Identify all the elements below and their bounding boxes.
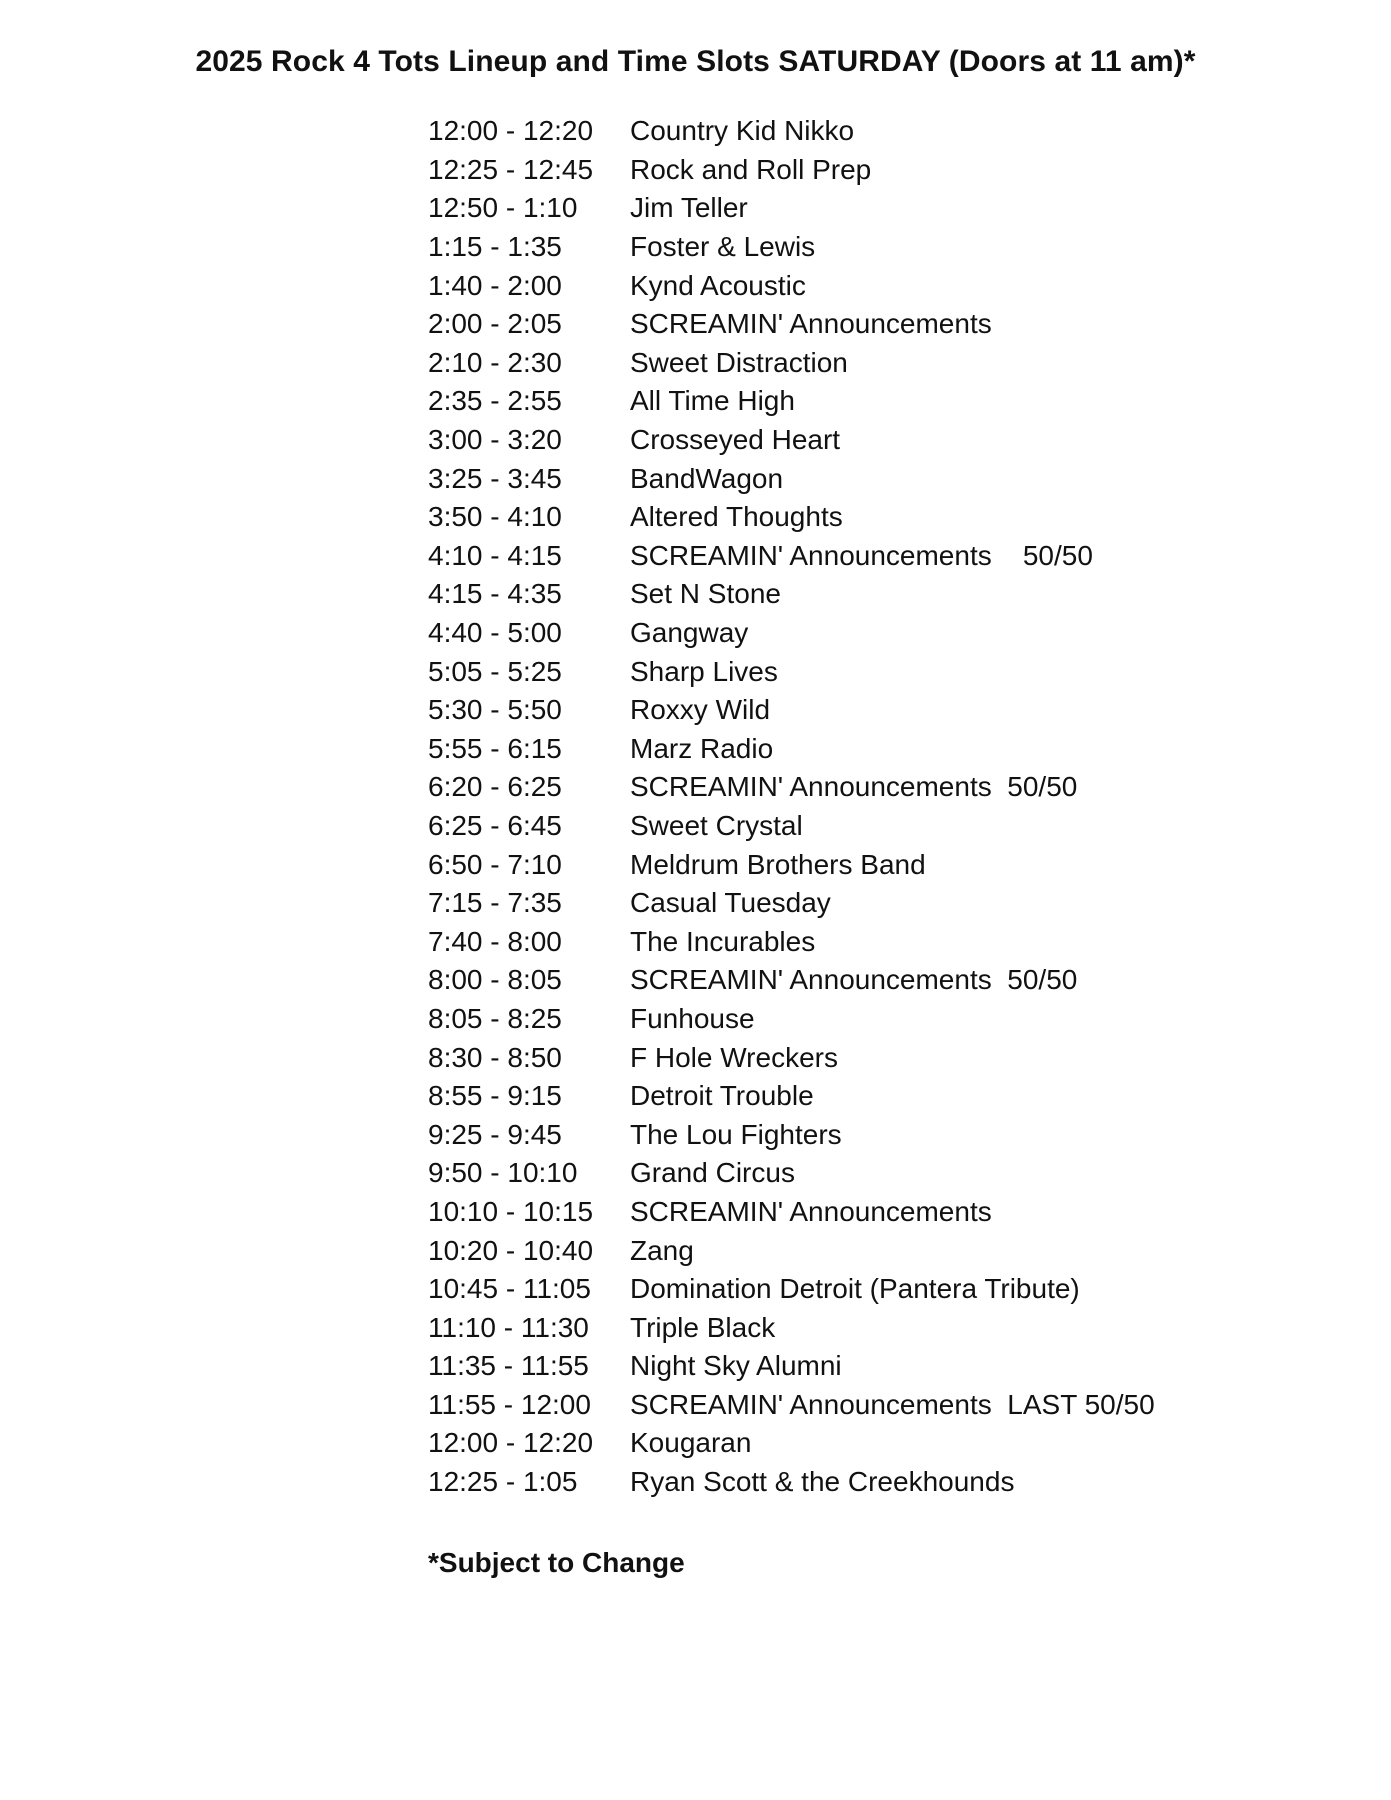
schedule-row: [428, 1424, 1228, 1463]
schedule-row: [428, 421, 1228, 460]
act-name: BandWagon: [630, 462, 784, 494]
act-name: Triple Black: [630, 1311, 776, 1343]
act-name: SCREAMIN' Announcements 50/50: [630, 771, 1078, 803]
act-name: All Time High: [630, 385, 795, 417]
act-name: Night Sky Alumni: [630, 1350, 842, 1382]
act-name: Marz Radio: [630, 732, 774, 764]
time-slot: 11:55 - 12:00: [428, 1388, 591, 1420]
time-slot: 8:55 - 9:15: [428, 1080, 562, 1112]
schedule-row: [428, 1347, 1228, 1386]
act-name: Kynd Acoustic: [630, 269, 806, 301]
schedule-row: [428, 1193, 1228, 1232]
act-name: Roxxy Wild: [630, 694, 771, 726]
time-slot: 12:00 - 12:20: [428, 1427, 594, 1459]
time-slot: 5:55 - 6:15: [428, 732, 562, 764]
time-slot: 12:25 - 12:45: [428, 153, 594, 185]
schedule-row: [428, 151, 1228, 190]
act-name: SCREAMIN' Announcements LAST 50/50: [630, 1388, 1155, 1420]
schedule-row: [428, 266, 1228, 305]
schedule-row: [428, 1038, 1228, 1077]
schedule-row: [428, 845, 1228, 884]
time-slot: 7:15 - 7:35: [428, 887, 562, 919]
time-slot: 9:50 - 10:10: [428, 1157, 578, 1189]
time-slot: 5:05 - 5:25: [428, 655, 562, 687]
act-name: Zang: [630, 1234, 694, 1266]
schedule-row: [428, 1231, 1228, 1270]
schedule-row: [428, 1077, 1228, 1116]
time-slot: 5:30 - 5:50: [428, 694, 562, 726]
schedule-row: [428, 691, 1228, 730]
schedule-row: [428, 614, 1228, 653]
time-slot: 10:45 - 11:05: [428, 1273, 591, 1305]
act-name: Rock and Roll Prep: [630, 153, 872, 185]
schedule-row: [428, 961, 1228, 1000]
time-slot: 1:40 - 2:00: [428, 269, 562, 301]
schedule-row: [428, 1270, 1228, 1309]
schedule-row: [428, 1308, 1228, 1347]
act-name: SCREAMIN' Announcements: [630, 308, 992, 340]
act-name: Casual Tuesday: [630, 887, 831, 919]
act-name: Set N Stone: [630, 578, 781, 610]
time-slot: 9:25 - 9:45: [428, 1118, 562, 1150]
act-name: F Hole Wreckers: [630, 1041, 838, 1073]
time-slot: 7:40 - 8:00: [428, 925, 562, 957]
schedule-row: [428, 768, 1228, 807]
time-slot: 8:30 - 8:50: [428, 1041, 562, 1073]
time-slot: 12:00 - 12:20: [428, 115, 594, 147]
schedule-row: [428, 884, 1228, 923]
act-name: Country Kid Nikko: [630, 115, 855, 147]
act-name: The Lou Fighters: [630, 1118, 842, 1150]
act-name: Kougaran: [630, 1427, 752, 1459]
act-name: Meldrum Brothers Band: [630, 848, 926, 880]
act-name: Sweet Crystal: [630, 809, 803, 841]
time-slot: 2:00 - 2:05: [428, 308, 562, 340]
act-name: Gangway: [630, 617, 749, 649]
act-name: SCREAMIN' Announcements 50/50: [630, 964, 1078, 996]
schedule-row: [428, 1115, 1228, 1154]
time-slot: 4:15 - 4:35: [428, 578, 562, 610]
time-slot: 10:20 - 10:40: [428, 1234, 594, 1266]
schedule-row: [428, 189, 1228, 228]
time-slot: 2:35 - 2:55: [428, 385, 562, 417]
act-name: SCREAMIN' Announcements 50/50: [630, 539, 1093, 571]
act-name: Jim Teller: [630, 192, 748, 224]
schedule-row: [428, 112, 1228, 151]
schedule-row: [428, 344, 1228, 383]
time-slot: 12:50 - 1:10: [428, 192, 578, 224]
time-slot: 12:25 - 1:05: [428, 1466, 578, 1498]
act-name: Grand Circus: [630, 1157, 795, 1189]
time-slot: 8:05 - 8:25: [428, 1002, 562, 1034]
page-title: 2025 Rock 4 Tots Lineup and Time Slots SATURDAY (Doors at 11 am)*: [195, 45, 1196, 78]
footnote: *Subject to Change: [428, 1547, 685, 1578]
act-name: Foster & Lewis: [630, 231, 816, 263]
time-slot: 11:35 - 11:55: [428, 1350, 589, 1382]
act-name: Domination Detroit (Pantera Tribute): [630, 1273, 1080, 1305]
schedule-row: [428, 537, 1228, 576]
time-slot: 2:10 - 2:30: [428, 346, 562, 378]
act-name: Sweet Distraction: [630, 346, 848, 378]
schedule-row: [428, 1386, 1228, 1425]
time-slot: 10:10 - 10:15: [428, 1195, 594, 1227]
schedule-row: [428, 498, 1228, 537]
schedule-row: [428, 1154, 1228, 1193]
schedule-row: [428, 1000, 1228, 1039]
schedule-row: [428, 305, 1228, 344]
lineup-schedule: [428, 112, 1228, 1501]
act-name: Crosseyed Heart: [630, 424, 841, 456]
time-slot: 11:10 - 11:30: [428, 1311, 589, 1343]
act-name: Altered Thoughts: [630, 501, 843, 533]
time-slot: 6:50 - 7:10: [428, 848, 562, 880]
time-slot: 8:00 - 8:05: [428, 964, 562, 996]
time-slot: 1:15 - 1:35: [428, 231, 562, 263]
schedule-row: [428, 459, 1228, 498]
schedule-row: [428, 652, 1228, 691]
time-slot: 4:40 - 5:00: [428, 617, 562, 649]
schedule-row: [428, 575, 1228, 614]
time-slot: 4:10 - 4:15: [428, 539, 562, 571]
act-name: Sharp Lives: [630, 655, 778, 687]
schedule-row: [428, 1463, 1228, 1502]
act-name: Funhouse: [630, 1002, 755, 1034]
time-slot: 3:25 - 3:45: [428, 462, 562, 494]
act-name: Ryan Scott & the Creekhounds: [630, 1466, 1015, 1498]
act-name: SCREAMIN' Announcements: [630, 1195, 992, 1227]
schedule-row: [428, 382, 1228, 421]
act-name: The Incurables: [630, 925, 816, 957]
time-slot: 3:00 - 3:20: [428, 424, 562, 456]
schedule-row: [428, 730, 1228, 769]
time-slot: 3:50 - 4:10: [428, 501, 562, 533]
time-slot: 6:25 - 6:45: [428, 809, 562, 841]
schedule-row: [428, 807, 1228, 846]
act-name: Detroit Trouble: [630, 1080, 814, 1112]
schedule-row: [428, 922, 1228, 961]
schedule-row: [428, 228, 1228, 267]
time-slot: 6:20 - 6:25: [428, 771, 562, 803]
